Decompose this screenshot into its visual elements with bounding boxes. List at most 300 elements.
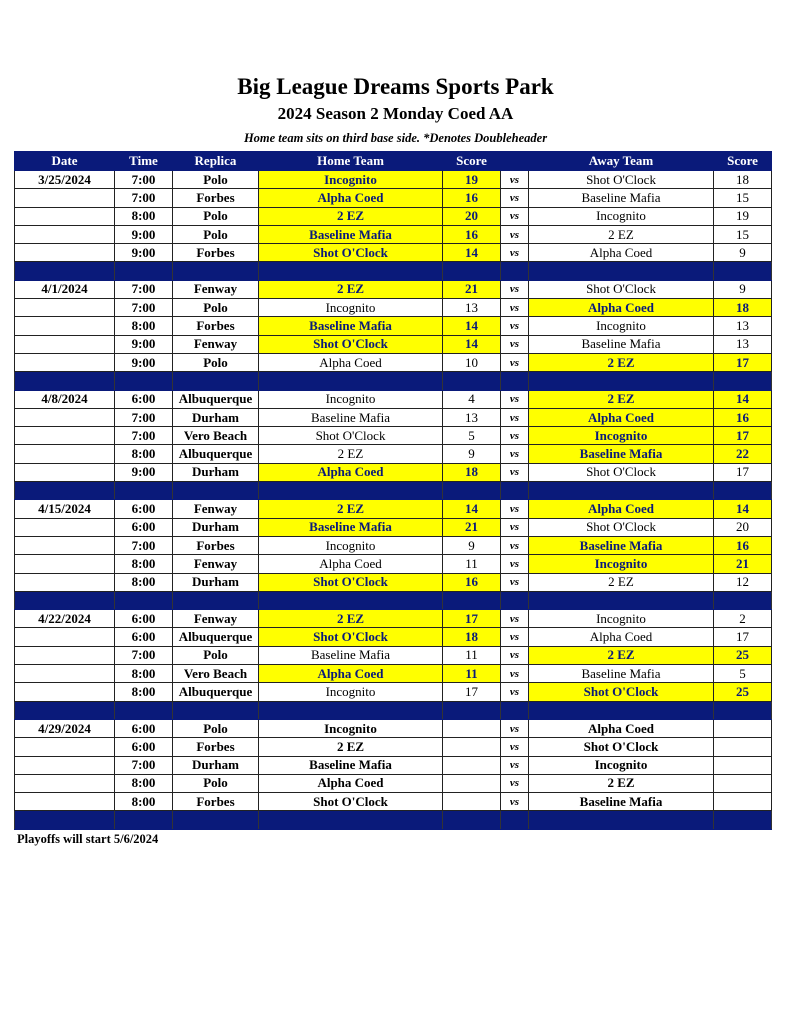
home-score-cell: 10 xyxy=(443,353,501,371)
vs-cell: vs xyxy=(501,756,529,774)
date-cell: 4/22/2024 xyxy=(15,610,115,628)
away-team-cell: Alpha Coed xyxy=(529,719,714,737)
game-row xyxy=(15,171,772,189)
away-score-cell: 9 xyxy=(714,280,772,298)
separator-cell xyxy=(529,591,714,609)
separator-cell xyxy=(15,811,115,829)
game-row xyxy=(15,317,772,335)
vs-cell: vs xyxy=(501,719,529,737)
home-score-cell: 13 xyxy=(443,408,501,426)
game-row xyxy=(15,353,772,371)
time-cell: 6:00 xyxy=(115,628,173,646)
away-score-cell: 12 xyxy=(714,573,772,591)
game-row xyxy=(15,207,772,225)
separator-cell xyxy=(115,262,173,280)
home-team-cell: Alpha Coed xyxy=(259,665,443,683)
game-row xyxy=(15,445,772,463)
time-cell: 8:00 xyxy=(115,665,173,683)
home-score-cell xyxy=(443,774,501,792)
game-row xyxy=(15,665,772,683)
separator-cell xyxy=(714,372,772,390)
away-team-cell: Incognito xyxy=(529,317,714,335)
field-cell: Polo xyxy=(173,207,259,225)
vs-cell: vs xyxy=(501,427,529,445)
home-score-cell: 20 xyxy=(443,207,501,225)
date-cell xyxy=(15,756,115,774)
home-team-cell: Baseline Mafia xyxy=(259,756,443,774)
game-row xyxy=(15,299,772,317)
separator-cell xyxy=(173,591,259,609)
date-cell: 3/25/2024 xyxy=(15,171,115,189)
separator-cell xyxy=(714,701,772,719)
away-team-cell: Incognito xyxy=(529,756,714,774)
separator-cell xyxy=(115,701,173,719)
separator-cell xyxy=(529,262,714,280)
date-cell xyxy=(15,317,115,335)
time-cell: 8:00 xyxy=(115,774,173,792)
date-cell: 4/15/2024 xyxy=(15,500,115,518)
vs-cell: vs xyxy=(501,774,529,792)
vs-cell: vs xyxy=(501,317,529,335)
separator-cell xyxy=(529,811,714,829)
game-row xyxy=(15,189,772,207)
time-cell: 8:00 xyxy=(115,207,173,225)
separator-cell xyxy=(529,482,714,500)
vs-cell: vs xyxy=(501,610,529,628)
game-row xyxy=(15,683,772,701)
home-team-cell: Alpha Coed xyxy=(259,555,443,573)
home-team-cell: Shot O'Clock xyxy=(259,427,443,445)
home-team-cell: 2 EZ xyxy=(259,500,443,518)
field-cell: Forbes xyxy=(173,189,259,207)
time-cell: 8:00 xyxy=(115,683,173,701)
vs-cell: vs xyxy=(501,573,529,591)
game-row xyxy=(15,335,772,353)
column-header: Date xyxy=(15,152,115,171)
time-cell: 7:00 xyxy=(115,646,173,664)
time-cell: 9:00 xyxy=(115,244,173,262)
date-cell xyxy=(15,408,115,426)
away-score-cell: 17 xyxy=(714,628,772,646)
vs-cell: vs xyxy=(501,335,529,353)
away-score-cell: 17 xyxy=(714,463,772,481)
separator-cell xyxy=(259,591,443,609)
separator-cell xyxy=(259,701,443,719)
away-score-cell: 17 xyxy=(714,427,772,445)
game-row xyxy=(15,536,772,554)
away-team-cell: 2 EZ xyxy=(529,225,714,243)
home-score-cell xyxy=(443,756,501,774)
home-score-cell: 4 xyxy=(443,390,501,408)
column-header: Score xyxy=(443,152,501,171)
separator-cell xyxy=(173,372,259,390)
home-team-cell: Alpha Coed xyxy=(259,463,443,481)
away-team-cell: Baseline Mafia xyxy=(529,793,714,811)
time-cell: 9:00 xyxy=(115,225,173,243)
game-row xyxy=(15,280,772,298)
home-team-cell: Incognito xyxy=(259,683,443,701)
field-cell: Vero Beach xyxy=(173,427,259,445)
home-score-cell: 19 xyxy=(443,171,501,189)
away-team-cell: 2 EZ xyxy=(529,646,714,664)
home-team-cell: Shot O'Clock xyxy=(259,793,443,811)
week-separator-row xyxy=(15,811,772,829)
home-score-cell: 9 xyxy=(443,445,501,463)
field-cell: Albuquerque xyxy=(173,683,259,701)
away-team-cell: Shot O'Clock xyxy=(529,738,714,756)
separator-cell xyxy=(15,591,115,609)
home-team-cell: Incognito xyxy=(259,299,443,317)
field-cell: Durham xyxy=(173,573,259,591)
date-cell xyxy=(15,463,115,481)
date-cell xyxy=(15,518,115,536)
separator-cell xyxy=(259,811,443,829)
away-score-cell: 14 xyxy=(714,500,772,518)
separator-cell xyxy=(15,262,115,280)
game-row xyxy=(15,719,772,737)
separator-cell xyxy=(115,591,173,609)
date-cell: 4/8/2024 xyxy=(15,390,115,408)
game-row xyxy=(15,555,772,573)
home-score-cell: 16 xyxy=(443,573,501,591)
column-header: Time xyxy=(115,152,173,171)
date-cell xyxy=(15,774,115,792)
home-team-cell: Baseline Mafia xyxy=(259,646,443,664)
home-team-cell: Incognito xyxy=(259,536,443,554)
field-cell: Polo xyxy=(173,719,259,737)
field-cell: Durham xyxy=(173,408,259,426)
away-score-cell: 13 xyxy=(714,335,772,353)
field-cell: Forbes xyxy=(173,536,259,554)
away-score-cell xyxy=(714,738,772,756)
home-score-cell: 18 xyxy=(443,628,501,646)
away-score-cell: 25 xyxy=(714,646,772,664)
date-cell xyxy=(15,299,115,317)
home-score-cell: 16 xyxy=(443,189,501,207)
field-cell: Fenway xyxy=(173,500,259,518)
away-score-cell xyxy=(714,719,772,737)
time-cell: 8:00 xyxy=(115,555,173,573)
time-cell: 7:00 xyxy=(115,408,173,426)
away-team-cell: Baseline Mafia xyxy=(529,335,714,353)
column-header: Replica xyxy=(173,152,259,171)
away-team-cell: Baseline Mafia xyxy=(529,445,714,463)
field-cell: Polo xyxy=(173,225,259,243)
date-cell xyxy=(15,353,115,371)
date-cell xyxy=(15,427,115,445)
time-cell: 9:00 xyxy=(115,463,173,481)
date-cell: 4/29/2024 xyxy=(15,719,115,737)
away-team-cell: 2 EZ xyxy=(529,573,714,591)
vs-cell: vs xyxy=(501,628,529,646)
field-cell: Durham xyxy=(173,463,259,481)
separator-cell xyxy=(259,482,443,500)
time-cell: 7:00 xyxy=(115,536,173,554)
vs-cell: vs xyxy=(501,665,529,683)
home-team-cell: Shot O'Clock xyxy=(259,573,443,591)
game-row xyxy=(15,793,772,811)
date-cell xyxy=(15,189,115,207)
separator-cell xyxy=(714,262,772,280)
away-team-cell: Incognito xyxy=(529,610,714,628)
schedule-table xyxy=(14,151,772,830)
separator-cell xyxy=(115,482,173,500)
separator-cell xyxy=(173,262,259,280)
home-score-cell: 14 xyxy=(443,317,501,335)
field-cell: Fenway xyxy=(173,610,259,628)
away-score-cell xyxy=(714,756,772,774)
vs-cell: vs xyxy=(501,244,529,262)
time-cell: 7:00 xyxy=(115,427,173,445)
playoffs-note: Playoffs will start 5/6/2024 xyxy=(17,832,159,846)
home-score-cell: 13 xyxy=(443,299,501,317)
away-score-cell: 5 xyxy=(714,665,772,683)
date-cell xyxy=(15,628,115,646)
vs-cell: vs xyxy=(501,390,529,408)
game-row xyxy=(15,518,772,536)
separator-cell xyxy=(501,811,529,829)
home-team-cell: 2 EZ xyxy=(259,610,443,628)
time-cell: 9:00 xyxy=(115,335,173,353)
away-team-cell: Alpha Coed xyxy=(529,299,714,317)
home-team-cell: 2 EZ xyxy=(259,445,443,463)
date-cell xyxy=(15,536,115,554)
away-team-cell: Shot O'Clock xyxy=(529,518,714,536)
away-team-cell: 2 EZ xyxy=(529,774,714,792)
home-team-cell: Baseline Mafia xyxy=(259,518,443,536)
separator-cell xyxy=(714,591,772,609)
away-team-cell: Incognito xyxy=(529,207,714,225)
away-team-cell: Shot O'Clock xyxy=(529,463,714,481)
field-cell: Vero Beach xyxy=(173,665,259,683)
game-row xyxy=(15,408,772,426)
separator-cell xyxy=(259,262,443,280)
away-team-cell: Baseline Mafia xyxy=(529,536,714,554)
home-team-cell: Alpha Coed xyxy=(259,353,443,371)
time-cell: 6:00 xyxy=(115,719,173,737)
separator-cell xyxy=(501,482,529,500)
away-score-cell: 21 xyxy=(714,555,772,573)
home-score-cell: 18 xyxy=(443,463,501,481)
vs-cell: vs xyxy=(501,536,529,554)
away-score-cell: 22 xyxy=(714,445,772,463)
game-row xyxy=(15,756,772,774)
date-cell xyxy=(15,793,115,811)
separator-cell xyxy=(259,372,443,390)
home-team-cell: Alpha Coed xyxy=(259,774,443,792)
separator-cell xyxy=(15,482,115,500)
field-cell: Polo xyxy=(173,299,259,317)
field-cell: Durham xyxy=(173,756,259,774)
away-score-cell: 2 xyxy=(714,610,772,628)
time-cell: 7:00 xyxy=(115,171,173,189)
field-cell: Polo xyxy=(173,171,259,189)
separator-cell xyxy=(443,811,501,829)
home-team-cell: Baseline Mafia xyxy=(259,317,443,335)
column-header: Home Team xyxy=(259,152,443,171)
home-team-cell: Alpha Coed xyxy=(259,189,443,207)
vs-cell: vs xyxy=(501,171,529,189)
away-score-cell: 16 xyxy=(714,408,772,426)
game-row xyxy=(15,738,772,756)
away-score-cell: 14 xyxy=(714,390,772,408)
vs-cell: vs xyxy=(501,353,529,371)
home-team-cell: 2 EZ xyxy=(259,280,443,298)
home-team-cell: 2 EZ xyxy=(259,738,443,756)
date-cell xyxy=(15,555,115,573)
away-score-cell: 9 xyxy=(714,244,772,262)
separator-cell xyxy=(714,811,772,829)
away-team-cell: Shot O'Clock xyxy=(529,171,714,189)
home-score-cell: 9 xyxy=(443,536,501,554)
time-cell: 9:00 xyxy=(115,353,173,371)
home-team-cell: Baseline Mafia xyxy=(259,408,443,426)
vs-cell: vs xyxy=(501,408,529,426)
vs-cell: vs xyxy=(501,793,529,811)
away-score-cell: 18 xyxy=(714,299,772,317)
away-team-cell: Alpha Coed xyxy=(529,628,714,646)
home-team-cell: Shot O'Clock xyxy=(259,244,443,262)
separator-cell xyxy=(443,372,501,390)
vs-cell: vs xyxy=(501,738,529,756)
date-cell xyxy=(15,683,115,701)
week-separator-row xyxy=(15,372,772,390)
away-score-cell: 18 xyxy=(714,171,772,189)
away-score-cell xyxy=(714,793,772,811)
game-row xyxy=(15,500,772,518)
away-team-cell: Incognito xyxy=(529,427,714,445)
week-separator-row xyxy=(15,591,772,609)
away-team-cell: Shot O'Clock xyxy=(529,280,714,298)
game-row xyxy=(15,573,772,591)
date-cell xyxy=(15,445,115,463)
field-cell: Fenway xyxy=(173,335,259,353)
home-score-cell: 21 xyxy=(443,518,501,536)
separator-cell xyxy=(501,591,529,609)
vs-cell: vs xyxy=(501,445,529,463)
game-row xyxy=(15,244,772,262)
away-score-cell xyxy=(714,774,772,792)
home-score-cell xyxy=(443,719,501,737)
vs-cell: vs xyxy=(501,463,529,481)
document-title: Big League Dreams Sports Park xyxy=(237,74,554,99)
time-cell: 6:00 xyxy=(115,518,173,536)
home-team-cell: 2 EZ xyxy=(259,207,443,225)
column-header xyxy=(501,152,529,171)
away-team-cell: 2 EZ xyxy=(529,353,714,371)
separator-cell xyxy=(501,701,529,719)
separator-cell xyxy=(529,701,714,719)
away-score-cell: 20 xyxy=(714,518,772,536)
column-header: Score xyxy=(714,152,772,171)
away-score-cell: 25 xyxy=(714,683,772,701)
date-cell xyxy=(15,207,115,225)
time-cell: 8:00 xyxy=(115,317,173,335)
away-team-cell: Incognito xyxy=(529,555,714,573)
away-score-cell: 13 xyxy=(714,317,772,335)
field-cell: Forbes xyxy=(173,244,259,262)
separator-cell xyxy=(443,262,501,280)
time-cell: 6:00 xyxy=(115,738,173,756)
vs-cell: vs xyxy=(501,280,529,298)
game-row xyxy=(15,646,772,664)
home-team-cell: Incognito xyxy=(259,719,443,737)
vs-cell: vs xyxy=(501,299,529,317)
game-row xyxy=(15,390,772,408)
away-team-cell: 2 EZ xyxy=(529,390,714,408)
home-score-cell: 5 xyxy=(443,427,501,445)
away-team-cell: Baseline Mafia xyxy=(529,665,714,683)
field-cell: Fenway xyxy=(173,280,259,298)
home-team-cell: Shot O'Clock xyxy=(259,628,443,646)
field-cell: Forbes xyxy=(173,738,259,756)
away-score-cell: 19 xyxy=(714,207,772,225)
home-score-cell: 11 xyxy=(443,555,501,573)
date-cell xyxy=(15,646,115,664)
date-cell xyxy=(15,665,115,683)
separator-cell xyxy=(115,372,173,390)
home-score-cell xyxy=(443,793,501,811)
document-subtitle: 2024 Season 2 Monday Coed AA xyxy=(277,104,514,123)
away-score-cell: 15 xyxy=(714,225,772,243)
separator-cell xyxy=(15,701,115,719)
away-team-cell: Shot O'Clock xyxy=(529,683,714,701)
home-team-cell: Baseline Mafia xyxy=(259,225,443,243)
home-score-cell: 17 xyxy=(443,683,501,701)
separator-cell xyxy=(443,482,501,500)
time-cell: 7:00 xyxy=(115,280,173,298)
away-team-cell: Alpha Coed xyxy=(529,244,714,262)
date-cell xyxy=(15,335,115,353)
vs-cell: vs xyxy=(501,189,529,207)
week-separator-row xyxy=(15,701,772,719)
home-score-cell: 14 xyxy=(443,500,501,518)
schedule-note: Home team sits on third base side. *Denotes Doubleheader xyxy=(243,131,548,145)
separator-cell xyxy=(501,372,529,390)
column-header: Away Team xyxy=(529,152,714,171)
time-cell: 8:00 xyxy=(115,793,173,811)
home-score-cell: 14 xyxy=(443,335,501,353)
field-cell: Albuquerque xyxy=(173,628,259,646)
vs-cell: vs xyxy=(501,518,529,536)
game-row xyxy=(15,463,772,481)
game-row xyxy=(15,610,772,628)
separator-cell xyxy=(115,811,173,829)
vs-cell: vs xyxy=(501,555,529,573)
vs-cell: vs xyxy=(501,225,529,243)
separator-cell xyxy=(501,262,529,280)
field-cell: Polo xyxy=(173,353,259,371)
home-score-cell xyxy=(443,738,501,756)
away-team-cell: Alpha Coed xyxy=(529,500,714,518)
away-score-cell: 17 xyxy=(714,353,772,371)
separator-cell xyxy=(443,591,501,609)
field-cell: Albuquerque xyxy=(173,445,259,463)
field-cell: Polo xyxy=(173,774,259,792)
separator-cell xyxy=(173,811,259,829)
game-row xyxy=(15,225,772,243)
date-cell xyxy=(15,573,115,591)
time-cell: 7:00 xyxy=(115,299,173,317)
home-team-cell: Shot O'Clock xyxy=(259,335,443,353)
time-cell: 6:00 xyxy=(115,500,173,518)
date-cell xyxy=(15,244,115,262)
separator-cell xyxy=(173,701,259,719)
home-score-cell: 17 xyxy=(443,610,501,628)
game-row xyxy=(15,427,772,445)
date-cell: 4/1/2024 xyxy=(15,280,115,298)
home-score-cell: 14 xyxy=(443,244,501,262)
